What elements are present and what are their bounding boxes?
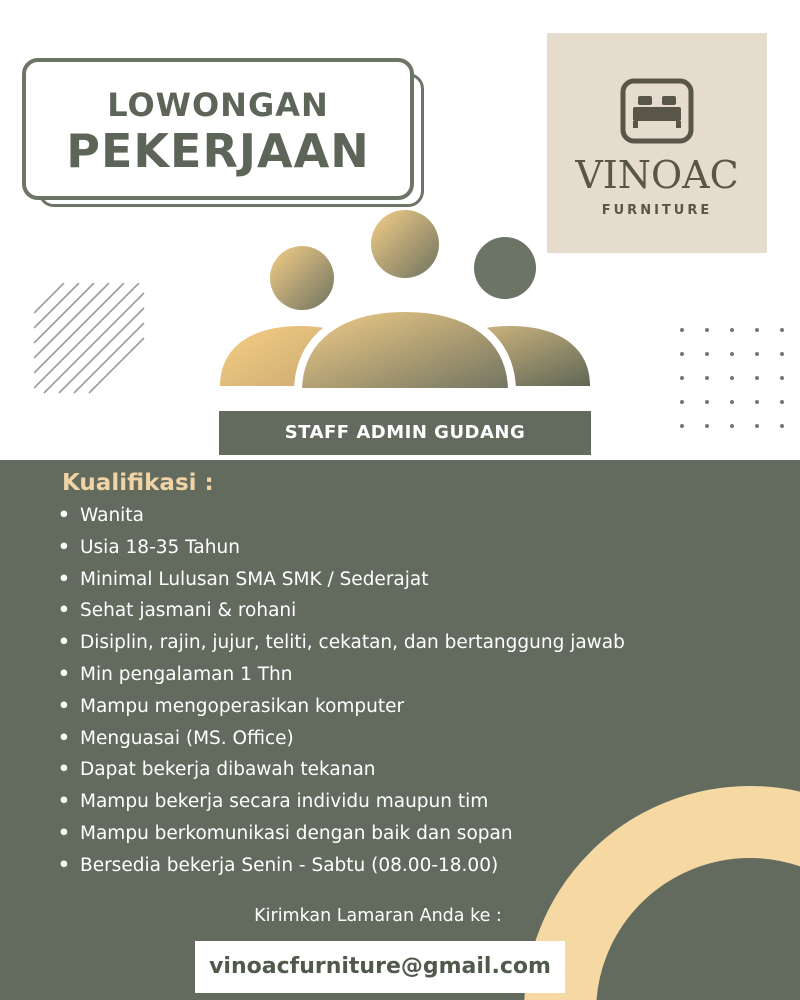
- team-people-icon: [210, 208, 600, 408]
- list-item: • Min pengalaman 1 Thn: [58, 659, 625, 691]
- bullet: •: [58, 854, 70, 876]
- bullet: •: [58, 695, 70, 717]
- qualifications-section: [0, 460, 800, 1000]
- bullet: •: [58, 791, 70, 813]
- list-item: • Mampu bekerja secara individu maupun tim: [58, 786, 625, 818]
- bullet: •: [58, 505, 70, 526]
- list-item: • Menguasai (MS. Office): [58, 723, 625, 755]
- list-item: • Bersedia bekerja Senin - Sabtu (08.00-18.00): [58, 850, 625, 882]
- title-line-2: PEKERJAAN: [66, 124, 370, 178]
- bullet: •: [58, 822, 70, 844]
- list-item: • Minimal Lulusan SMA SMK / Sederajat: [58, 564, 625, 596]
- diagonal-lines-decoration: [34, 283, 146, 395]
- list-item: • Sehat jasmani & rohani: [58, 595, 625, 627]
- logo-name: VINOAC: [575, 153, 739, 197]
- contact-email[interactable]: vinoacfurniture@gmail.com: [195, 941, 565, 993]
- list-item: • Disiplin, rajin, jujur, teliti, cekatan, dan bertanggung jawab: [58, 627, 625, 659]
- bullet: •: [58, 536, 70, 558]
- dot-grid-decoration: [670, 322, 794, 436]
- list-item: • Mampu mengoperasikan komputer: [58, 691, 625, 723]
- top-section: [0, 0, 800, 460]
- list-item: • Mampu berkomunikasi dengan baik dan sopan: [58, 818, 625, 850]
- bullet: •: [58, 600, 70, 622]
- bullet: •: [58, 759, 70, 781]
- bullet: •: [58, 568, 70, 590]
- send-application-label: Kirimkan Lamaran Anda ke :: [254, 906, 502, 926]
- qualifications-list: [58, 500, 625, 882]
- list-item: • Dapat bekerja dibawah tekanan: [58, 754, 625, 786]
- qualifications-heading: Kualifikasi :: [62, 470, 214, 496]
- title-box: [22, 58, 414, 200]
- list-item: • Wanita: [58, 500, 625, 532]
- bed-icon: [620, 78, 694, 144]
- title-line-1: LOWONGAN: [107, 86, 329, 124]
- bullet: •: [58, 632, 70, 654]
- logo-subtitle: FURNITURE: [601, 203, 713, 218]
- bullet: •: [58, 663, 70, 685]
- list-item: • Usia 18-35 Tahun: [58, 532, 625, 564]
- bullet: •: [58, 727, 70, 749]
- position-banner: STAFF ADMIN GUDANG: [219, 411, 591, 455]
